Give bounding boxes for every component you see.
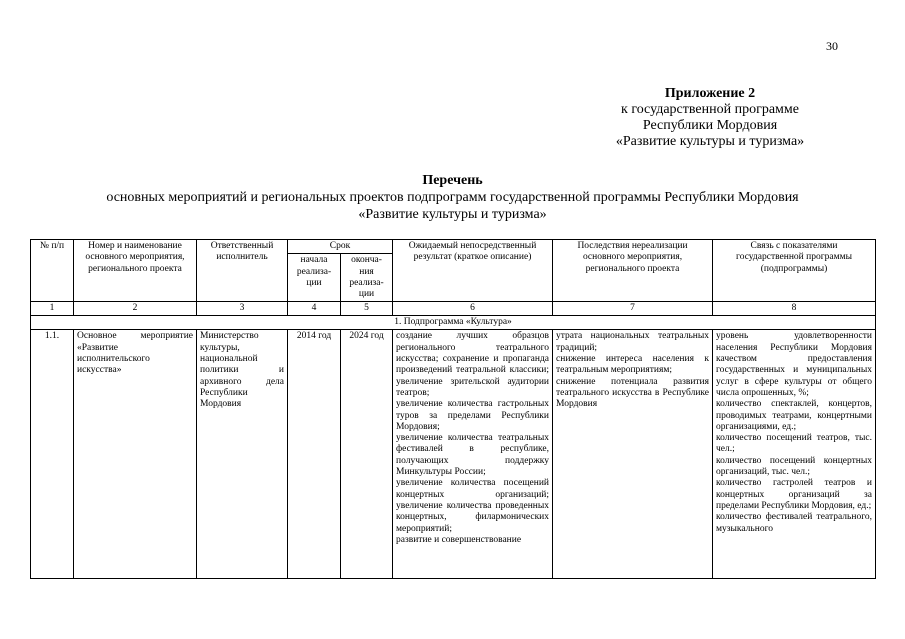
row-name: Основное мероприятие «Развитие исполнительского искусства»: [74, 330, 197, 579]
annex-line: к государственной программе: [621, 102, 799, 117]
header-expected: Ожидаемый непосредственный результат (краткое описание): [393, 240, 553, 302]
row-executor: Министерство культуры, национальной политики и архивного дела Республики Мордовия: [197, 330, 288, 579]
column-number: 6: [393, 302, 553, 316]
annex-line: Республики Мордовия: [642, 118, 778, 133]
column-number: 3: [197, 302, 288, 316]
heading-line: основных мероприятий и региональных проектов подпрограмм государственной программы Республики Мордовия: [106, 190, 799, 205]
column-number: 2: [74, 302, 197, 316]
column-number: 4: [288, 302, 341, 316]
annex-line: «Развитие культуры и туризма»: [615, 134, 805, 149]
row-link: [713, 330, 876, 579]
expected-item: увеличение количества театральных фестивалей в республике, получающих поддержку Минкультуры России;: [396, 433, 550, 478]
consequence-item: утрата национальных театральных традиций;: [556, 331, 710, 353]
column-number: 8: [713, 302, 876, 316]
annex-block: [560, 86, 860, 150]
indicator-item: количество гастролей театров и концертных организаций за пределами Республики Мордовия, ед.;: [716, 478, 873, 511]
indicator-item: уровень удовлетворенности населения Республики Мордовия качеством предоставления государственных и муниципальных услуг в сфере культуры от общего числа опрошенных, %;: [716, 331, 873, 398]
table-row: [31, 330, 876, 579]
column-number-row: [31, 302, 876, 316]
heading-line: «Развитие культуры и туризма»: [358, 207, 547, 222]
expected-item: создание лучших образцов регионального театрального искусства; сохранение и пропаганда произведений театральной классики; увеличение зрительской аудитории театров;: [396, 331, 550, 398]
expected-item: увеличение количества посещений концертных организаций; увеличение количества проведенных концертных, филармонических мероприятий;: [396, 478, 550, 534]
header-term-end: оконча-ния реализа-ции: [341, 254, 393, 302]
section-row: [31, 316, 876, 330]
column-number: 1: [31, 302, 74, 316]
column-number: 7: [553, 302, 713, 316]
indicator-item: количество спектаклей, концертов, проводимых театрами, концертными организациями, ед.;: [716, 399, 873, 432]
header-executor: Ответственный исполнитель: [197, 240, 288, 302]
header-name: Номер и наименование основного мероприятия, регионального проекта: [74, 240, 197, 302]
row-end: 2024 год: [341, 330, 393, 579]
header-row: [31, 240, 876, 254]
row-number: 1.1.: [31, 330, 74, 579]
header-term-start: начала реализа-ции: [288, 254, 341, 302]
row-consequences: [553, 330, 713, 579]
section-title: 1. Подпрограмма «Культура»: [31, 316, 876, 330]
header-num: № п/п: [31, 240, 74, 302]
row-start: 2014 год: [288, 330, 341, 579]
page-number: 30: [826, 39, 838, 53]
heading-title: Перечень: [422, 173, 483, 188]
column-number: 5: [341, 302, 393, 316]
consequence-item: снижение потенциала развития театрального искусства в Республике Мордовия: [556, 376, 710, 410]
indicator-item: количество посещений концертных организаций, тыс. чел.;: [716, 455, 873, 478]
document-heading: [40, 172, 865, 223]
consequence-item: снижение интереса населения к театральным мероприятиям;: [556, 354, 710, 376]
expected-item: увеличение количества гастрольных туров за пределами Республики Мордовия;: [396, 399, 550, 432]
measures-table: [30, 239, 876, 579]
header-consequences: Последствия нереализации основного мероприятия, регионального проекта: [553, 240, 713, 302]
header-term: Срок: [288, 240, 393, 254]
row-expected: [393, 330, 553, 579]
annex-title: Приложение 2: [664, 86, 756, 101]
expected-item: развитие и совершенствование: [396, 534, 522, 545]
header-link: Связь с показателями государственной программы (подпрограммы): [713, 240, 876, 302]
indicator-item: количество посещений театров, тыс. чел.;: [716, 433, 873, 455]
indicator-item: количество фестивалей театрального, музыкального: [716, 512, 873, 534]
